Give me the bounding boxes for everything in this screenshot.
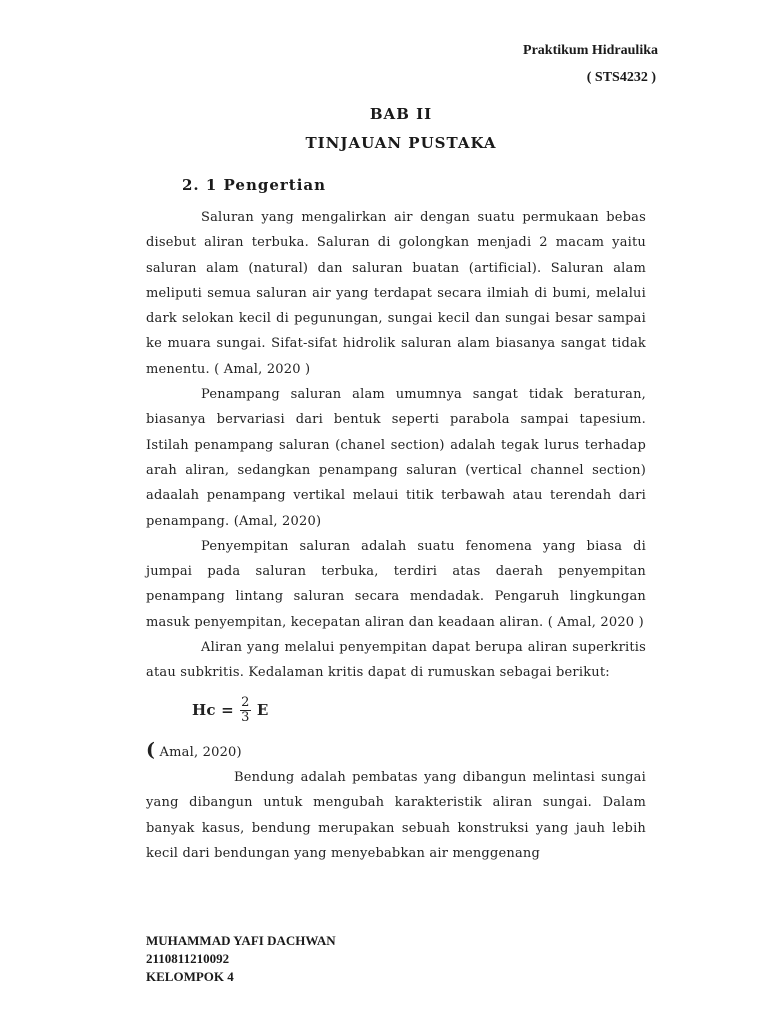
citation-paren: (	[146, 738, 156, 761]
paragraph-2: Penampang saluran alam umumnya sangat tidak beraturan, biasanya bervariasi dari bentuk seperti parabola sampai tapesium. Istilah penampang saluran (chanel section) adalah tegak lurus terhadap arah aliran, sedangkan penampang saluran (vertical channel section) adaalah penampang vertikal melaui titik terbawah atau terendah dari penampang. (Amal, 2020)	[146, 387, 646, 529]
section-title: 2. 1 Pengertian	[182, 176, 327, 194]
chapter-number: BAB II	[369, 105, 433, 123]
formula-rhs: E	[256, 700, 269, 719]
author-name: MUHAMMAD YAFI DACHWAN	[146, 933, 336, 948]
chapter-title: TINJAUAN PUSTAKA	[305, 134, 497, 152]
formula-fraction	[240, 696, 251, 725]
author-nim: 2110811210092	[146, 951, 230, 966]
formula-citation	[146, 738, 646, 765]
author-footer	[146, 932, 336, 986]
document-body	[146, 205, 646, 866]
header-course-code: ( STS4232 )	[586, 70, 656, 85]
citation-text: Amal, 2020)	[155, 744, 242, 760]
paragraph-5: Bendung adalah pembatas yang dibangun melintasi sungai yang dibangun untuk mengubah karakteristik aliran sungai. Dalam banyak kasus, bendung merupakan sebuah konstruksi yang jauh lebih kecil dari bendungan yang menyebabkan air menggenang	[146, 769, 646, 861]
critical-depth-formula	[192, 686, 646, 736]
paragraph-3: Penyempitan saluran adalah suatu fenomena yang biasa di jumpai pada saluran terbuka, terdiri atas daerah penyempitan penampang lintang saluran secara mendadak. Pengaruh lingkungan masuk penyempitan, kecepatan aliran dan keadaan aliran. ( Amal, 2020 )	[146, 538, 646, 630]
formula-denominator: 3	[241, 710, 250, 726]
formula-numerator: 2	[241, 695, 250, 711]
paragraph-4: Aliran yang melalui penyempitan dapat berupa aliran superkritis atau subkritis. Kedalaman kritis dapat di rumuskan sebagai berikut:	[146, 640, 646, 681]
author-group: KELOMPOK 4	[146, 969, 234, 984]
header-course: Praktikum Hidraulika	[523, 43, 658, 58]
paragraph-1: Saluran yang mengalirkan air dengan suatu permukaan bebas disebut aliran terbuka. Saluran di golongkan menjadi 2 macam yaitu saluran alam (natural) dan saluran buatan (artificial). Saluran alam meliputi semua saluran air yang terdapat secara ilmiah di bumi, melalui dark selokan kecil di pegunungan, sungai kecil dan sungai besar sampai ke muara sungai. Sifat-sifat hidrolik saluran alam biasanya sangat tidak menentu. ( Amal, 2020 )	[146, 210, 646, 377]
formula-lhs: Hc =	[192, 700, 234, 719]
